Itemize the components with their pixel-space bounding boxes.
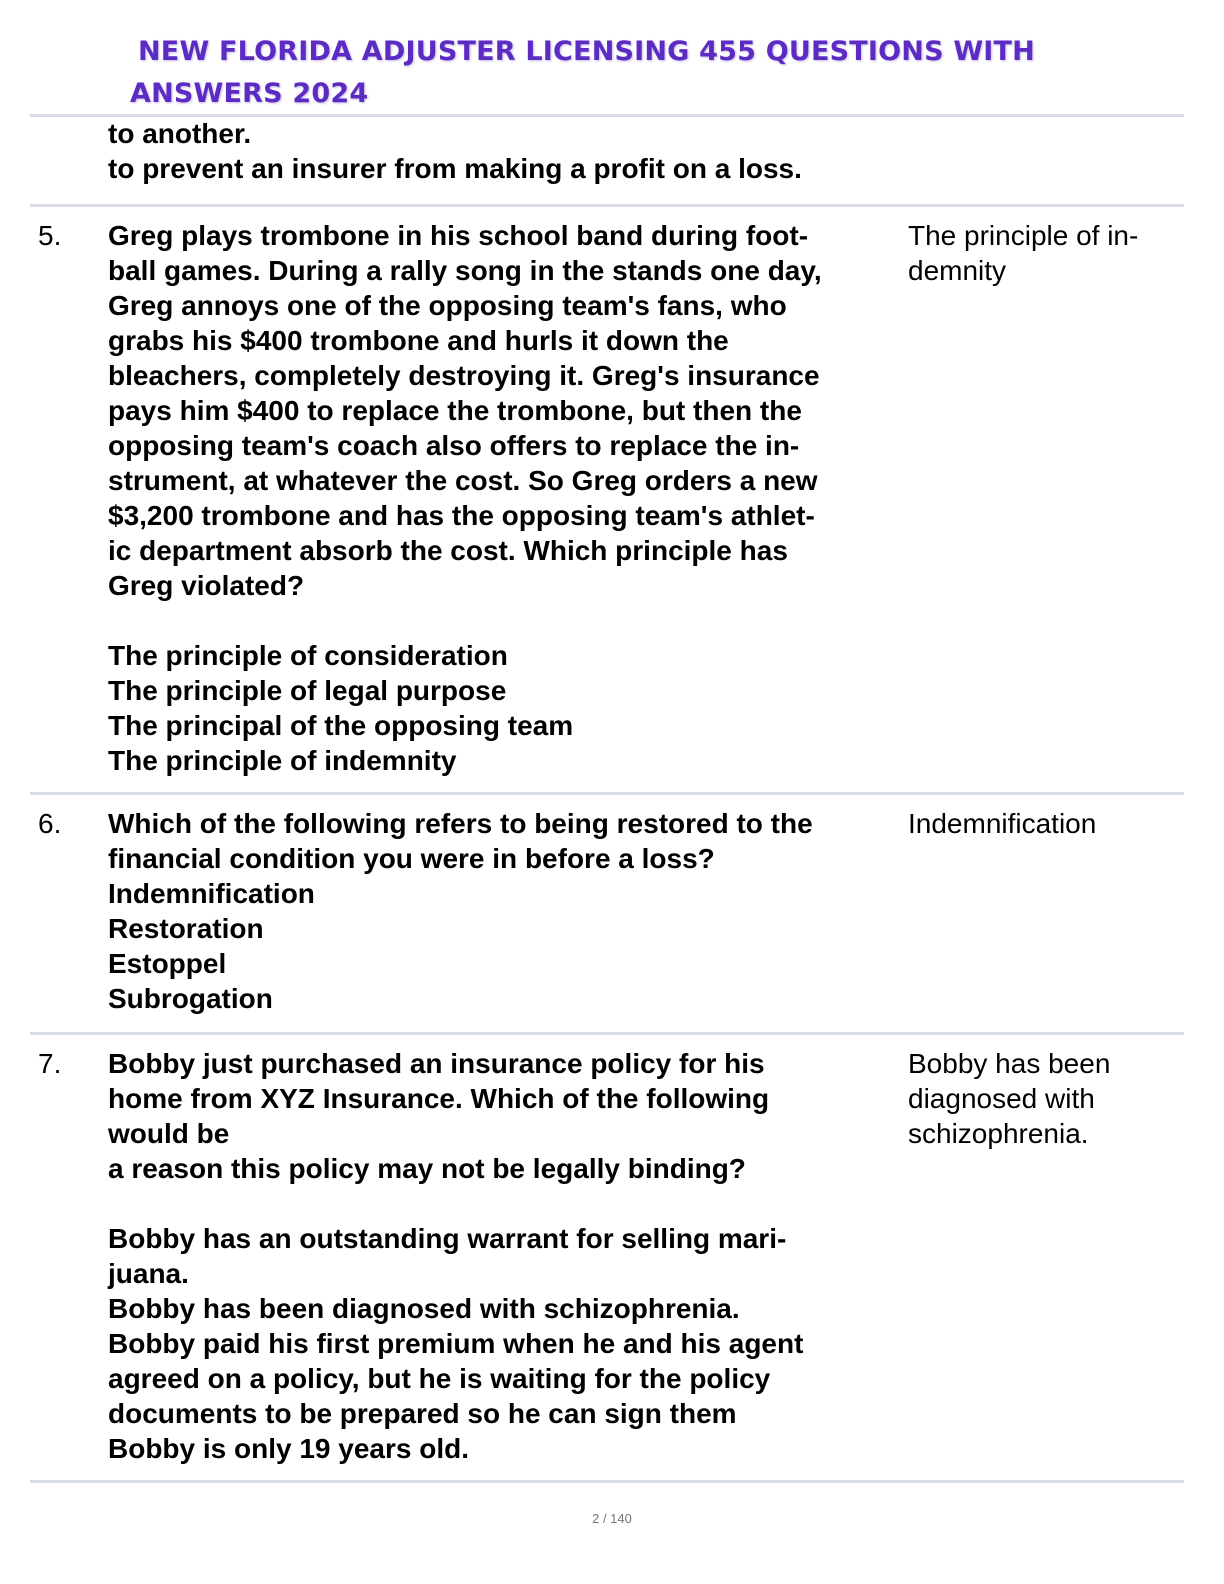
answer-option: The principle of legal purpose xyxy=(108,675,507,706)
correct-answer-line: schizophrenia. xyxy=(908,1118,1089,1149)
correct-answer xyxy=(908,218,1138,288)
correct-answer-line: Indemnification xyxy=(908,808,1097,839)
row-divider xyxy=(30,1032,1184,1035)
correct-answer-line: Bobby has been xyxy=(908,1048,1111,1079)
answer-option: Subrogation xyxy=(108,983,273,1014)
answer-option: Bobby has an outstanding warrant for selling mari- xyxy=(108,1223,787,1254)
continued-options xyxy=(108,116,802,186)
page-indicator: 2 / 140 xyxy=(592,1511,632,1526)
answer-option: The principle of consideration xyxy=(108,640,508,671)
question-line: bleachers, completely destroying it. Greg's insurance xyxy=(108,360,820,391)
answer-option: Estoppel xyxy=(108,948,227,979)
question-number: 7. xyxy=(38,1048,62,1079)
row-divider xyxy=(30,1480,1184,1483)
question-line: ic department absorb the cost. Which principle has xyxy=(108,535,788,566)
answer-option: The principal of the opposing team xyxy=(108,710,574,741)
answer-option: Bobby is only 19 years old. xyxy=(108,1433,470,1464)
question-line: opposing team's coach also offers to replace the in- xyxy=(108,430,800,461)
question-number: 5. xyxy=(38,220,62,251)
answer-option: Bobby paid his first premium when he and his agent xyxy=(108,1328,804,1359)
answer-option: juana. xyxy=(108,1258,189,1289)
correct-answer xyxy=(908,806,1096,841)
answer-option: The principle of indemnity xyxy=(108,745,457,776)
continued-option-line: to prevent an insurer from making a profit on a loss. xyxy=(108,153,802,184)
row-divider xyxy=(30,792,1184,795)
question-line: grabs his $400 trombone and hurls it down the xyxy=(108,325,729,356)
question-line: Greg annoys one of the opposing team's fans, who xyxy=(108,290,787,321)
continued-option-line: to another. xyxy=(108,118,252,149)
question-line: Greg violated? xyxy=(108,570,305,601)
question-line: a reason this policy may not be legally binding? xyxy=(108,1153,746,1184)
correct-answer-line: diagnosed with xyxy=(908,1083,1095,1114)
question-text xyxy=(108,218,898,778)
document-title-line-1: NEW FLORIDA ADJUSTER LICENSING 455 QUESTIONS WITH xyxy=(138,36,1035,67)
question-number: 6. xyxy=(38,808,62,839)
question-line: strument, at whatever the cost. So Greg orders a new xyxy=(108,465,818,496)
question-line: would be xyxy=(108,1118,230,1149)
question-text xyxy=(108,1046,898,1466)
row-divider xyxy=(30,204,1184,207)
question-text xyxy=(108,806,898,1016)
correct-answer xyxy=(908,1046,1110,1151)
answer-option: Restoration xyxy=(108,913,264,944)
question-line: home from XYZ Insurance. Which of the following xyxy=(108,1083,770,1114)
spacer xyxy=(108,603,898,638)
answer-option: Indemnification xyxy=(108,878,315,909)
question-line: Bobby just purchased an insurance policy for his xyxy=(108,1048,765,1079)
question-line: financial condition you were in before a loss? xyxy=(108,843,715,874)
answer-option: agreed on a policy, but he is waiting for the policy xyxy=(108,1363,771,1394)
answer-option: Bobby has been diagnosed with schizophrenia. xyxy=(108,1293,740,1324)
question-line: Greg plays trombone in his school band during foot- xyxy=(108,220,809,251)
spacer xyxy=(108,1186,898,1221)
correct-answer-line: demnity xyxy=(908,255,1007,286)
question-line: $3,200 trombone and has the opposing team's athlet- xyxy=(108,500,815,531)
question-line: pays him $400 to replace the trombone, but then the xyxy=(108,395,802,426)
document-title-line-2: ANSWERS 2024 xyxy=(130,78,369,109)
question-line: Which of the following refers to being restored to the xyxy=(108,808,813,839)
answer-option: documents to be prepared so he can sign them xyxy=(108,1398,737,1429)
correct-answer-line: The principle of in- xyxy=(908,220,1139,251)
question-line: ball games. During a rally song in the stands one day, xyxy=(108,255,822,286)
